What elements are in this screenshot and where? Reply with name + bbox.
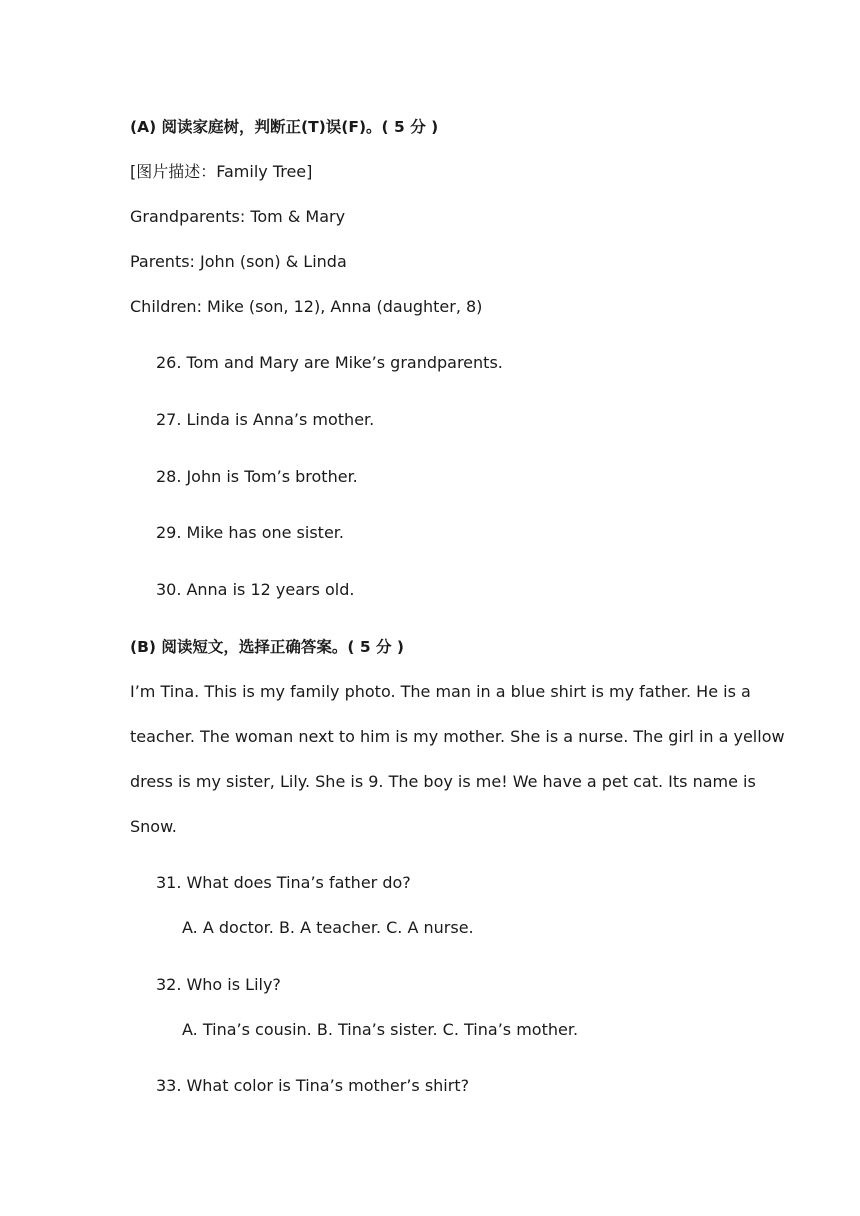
question-number: 32.: [156, 975, 182, 994]
question-number: 33.: [156, 1076, 182, 1095]
grandparents-line: Grandparents: Tom & Mary: [130, 207, 346, 226]
question-32: [156, 975, 281, 995]
question-number: 27.: [156, 410, 182, 429]
question-30: [156, 580, 354, 600]
question-27: [156, 410, 374, 430]
question-26: [156, 353, 503, 373]
question-28: [156, 467, 358, 487]
image-description: [图片描述：Family Tree]: [130, 162, 313, 181]
question-text: Anna is 12 years old.: [186, 580, 355, 599]
passage-line: teacher. The woman next to him is my mother. She is a nurse. The girl in a yellow: [130, 727, 785, 746]
passage-line: dress is my sister, Lily. She is 9. The boy is me! We have a pet cat. Its name is: [130, 772, 756, 791]
question-31: [156, 873, 411, 893]
section-a-heading: (A) 阅读家庭树，判断正(T)误(F)。( 5 分 ): [130, 118, 439, 136]
question-number: 29.: [156, 523, 182, 542]
children-line: Children: Mike (son, 12), Anna (daughter, 8): [130, 297, 483, 316]
parents-line: Parents: John (son) & Linda: [130, 252, 347, 271]
question-text: Linda is Anna’s mother.: [186, 410, 375, 429]
question-text: What does Tina’s father do?: [186, 873, 411, 892]
question-33: [156, 1076, 469, 1096]
question-text: John is Tom’s brother.: [186, 467, 358, 486]
passage-line: Snow.: [130, 817, 177, 836]
question-number: 31.: [156, 873, 182, 892]
question-29: [156, 523, 344, 543]
passage-line: I’m Tina. This is my family photo. The man in a blue shirt is my father. He is a: [130, 682, 751, 701]
question-31-options: A. A doctor. B. A teacher. C. A nurse.: [182, 918, 474, 937]
question-text: Tom and Mary are Mike’s grandparents.: [186, 353, 503, 372]
question-number: 26.: [156, 353, 182, 372]
question-text: Mike has one sister.: [186, 523, 344, 542]
question-text: What color is Tina’s mother’s shirt?: [186, 1076, 470, 1095]
question-text: Who is Lily?: [186, 975, 281, 994]
question-32-options: A. Tina’s cousin. B. Tina’s sister. C. Tina’s mother.: [182, 1020, 579, 1039]
question-number: 30.: [156, 580, 182, 599]
section-b-heading: (B) 阅读短文，选择正确答案。( 5 分 ): [130, 638, 405, 656]
question-number: 28.: [156, 467, 182, 486]
